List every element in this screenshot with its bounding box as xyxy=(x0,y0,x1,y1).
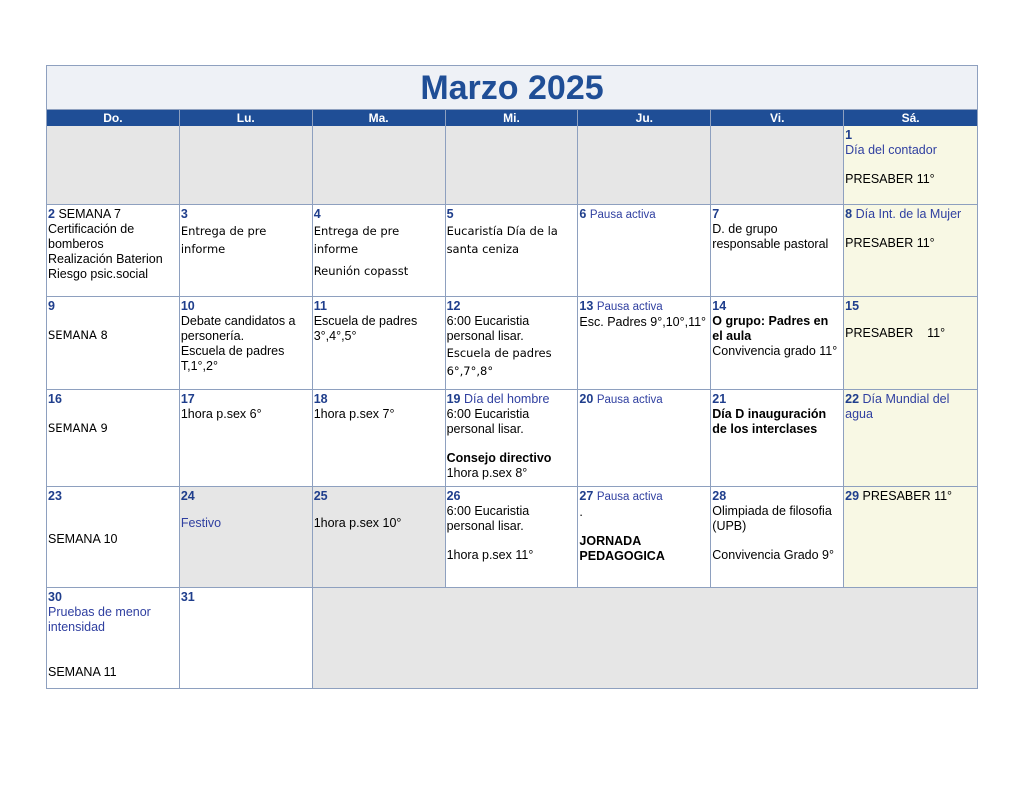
day-cell-22[interactable] xyxy=(844,390,977,487)
weekday-friday: Vi. xyxy=(711,110,844,126)
day-event: 6:00 Eucaristia personal lisar. xyxy=(446,504,530,533)
day-cell-21[interactable] xyxy=(711,390,844,487)
day-event: Eucaristía Día de la santa ceniza xyxy=(446,224,558,256)
day-event: Pausa activa xyxy=(596,301,663,313)
weekday-tuesday: Ma. xyxy=(313,110,446,126)
day-cell-9[interactable] xyxy=(47,297,180,390)
day-event: 6:00 Eucaristia personal lisar. xyxy=(446,407,530,436)
day-event: D. de grupo responsable pastoral xyxy=(712,222,829,251)
empty-cells-filler xyxy=(313,588,977,688)
day-number: 12 xyxy=(446,299,461,313)
day-cell-7[interactable] xyxy=(711,205,844,297)
day-event: PRESABER 11° xyxy=(845,326,946,340)
day-number: 17 xyxy=(180,392,195,406)
day-cell-16[interactable] xyxy=(47,390,180,487)
day-number: 18 xyxy=(313,392,328,406)
day-event: O grupo: Padres en el aula xyxy=(712,314,829,343)
day-cell-29[interactable] xyxy=(844,487,977,588)
day-cell-3[interactable] xyxy=(180,205,313,297)
day-cell-6[interactable] xyxy=(578,205,711,297)
day-cell-26[interactable] xyxy=(446,487,579,588)
day-number: 27 xyxy=(579,489,594,503)
day-event: Pausa activa xyxy=(596,491,663,503)
day-event: PRESABER 11° xyxy=(845,236,935,250)
day-number: 26 xyxy=(446,489,461,503)
day-cell-19[interactable] xyxy=(446,390,579,487)
day-event: SEMANA 7 xyxy=(58,207,121,221)
day-cell-empty xyxy=(446,126,579,205)
day-event: Realización Baterion xyxy=(48,252,163,266)
day-cell-11[interactable] xyxy=(313,297,446,390)
day-event: PRESABER 11° xyxy=(845,172,935,186)
day-cell-4[interactable] xyxy=(313,205,446,297)
day-event: PRESABER 11° xyxy=(862,489,953,503)
day-cell-23[interactable] xyxy=(47,487,180,588)
day-number: 3 xyxy=(180,207,188,221)
day-event: Consejo directivo xyxy=(446,451,552,465)
day-event: Día Mundial del agua xyxy=(845,392,950,421)
day-event: Entrega de pre informe xyxy=(313,224,400,256)
day-cell-empty xyxy=(180,126,313,205)
day-event: Escuela de padres T,1°,2° xyxy=(180,344,285,373)
day-event: 1hora p.sex 6° xyxy=(180,407,262,421)
day-event: Escuela de padres 3°,4°,5° xyxy=(313,314,418,343)
day-number: 31 xyxy=(180,590,195,604)
day-event: Pruebas de menor intensidad xyxy=(48,605,151,634)
day-event: . xyxy=(579,505,583,519)
day-number: 21 xyxy=(712,392,727,406)
day-cell-24[interactable] xyxy=(180,487,313,588)
day-cell-8[interactable] xyxy=(844,205,977,297)
day-event: Pausa activa xyxy=(589,209,656,221)
day-number: 11 xyxy=(313,299,327,313)
day-cell-2[interactable] xyxy=(47,205,180,297)
day-event: Día Int. de la Mujer xyxy=(855,207,962,221)
calendar xyxy=(46,65,978,689)
day-cell-31[interactable] xyxy=(180,588,313,688)
day-number: 25 xyxy=(313,489,328,503)
day-cell-25[interactable] xyxy=(313,487,446,588)
day-number: 4 xyxy=(313,207,321,221)
day-cell-empty xyxy=(578,126,711,205)
calendar-title: Marzo 2025 xyxy=(47,66,977,110)
day-cell-14[interactable] xyxy=(711,297,844,390)
day-number: 7 xyxy=(712,207,720,221)
day-event: Debate candidatos a personería. xyxy=(180,314,296,343)
day-event: Festivo xyxy=(180,516,222,530)
day-event: Convivencia Grado 9° xyxy=(712,548,835,562)
day-cell-13[interactable] xyxy=(578,297,711,390)
day-event: Certificación de bomberos xyxy=(48,222,135,251)
day-number: 30 xyxy=(48,590,62,604)
day-event: Día del contador xyxy=(845,143,937,157)
day-number: 8 xyxy=(845,207,853,221)
day-number: 6 xyxy=(579,207,587,221)
day-event: Olimpiada de filosofia (UPB) xyxy=(712,504,832,533)
day-number: 10 xyxy=(180,299,195,313)
day-cell-28[interactable] xyxy=(711,487,844,588)
day-event: SEMANA 9 xyxy=(48,421,108,435)
day-number: 9 xyxy=(48,299,55,313)
day-number: 24 xyxy=(180,489,195,503)
weekday-wednesday: Mi. xyxy=(446,110,579,126)
day-event: SEMANA 10 xyxy=(48,532,118,546)
day-cell-30[interactable] xyxy=(47,588,180,688)
day-cell-1[interactable] xyxy=(844,126,977,205)
day-event: Esc. Padres 9°,10°,11° xyxy=(579,315,707,329)
weekday-monday: Lu. xyxy=(180,110,313,126)
day-number: 20 xyxy=(579,392,594,406)
weekday-saturday: Sá. xyxy=(901,111,920,125)
day-event: Entrega de pre informe xyxy=(180,224,267,256)
day-number: 22 xyxy=(845,392,860,406)
day-number: 16 xyxy=(48,392,62,406)
weekday-header xyxy=(47,110,977,126)
day-cell-18[interactable] xyxy=(313,390,446,487)
weekday-sunday: Do. xyxy=(47,110,180,126)
day-event: 6:00 Eucaristia personal lisar. xyxy=(446,314,530,343)
day-event: SEMANA 11 xyxy=(48,665,117,679)
day-event: 1hora p.sex 11° xyxy=(446,548,534,562)
calendar-grid xyxy=(47,126,977,688)
day-cell-10[interactable] xyxy=(180,297,313,390)
day-event: Día del hombre xyxy=(463,392,550,406)
day-event: JORNADA PEDAGOGICA xyxy=(579,534,665,563)
day-number: 15 xyxy=(845,299,860,313)
day-cell-15[interactable] xyxy=(844,297,977,390)
day-number: 1 xyxy=(845,128,853,142)
day-event: Reunión copasst xyxy=(313,264,409,278)
day-cell-empty xyxy=(313,126,446,205)
day-event: Convivencia grado 11° xyxy=(712,344,838,358)
day-number: 13 xyxy=(579,299,594,313)
day-number: 5 xyxy=(446,207,454,221)
day-number: 28 xyxy=(712,489,727,503)
day-number: 29 xyxy=(845,489,860,503)
day-number: 2 xyxy=(48,207,55,221)
day-cell-5[interactable] xyxy=(446,205,579,297)
day-number: 23 xyxy=(48,489,62,503)
day-event: 1hora p.sex 10° xyxy=(313,516,402,530)
day-number: 19 xyxy=(446,392,461,406)
day-event: Día D inauguración de los interclases xyxy=(712,407,827,436)
day-event: 1hora p.sex 8° xyxy=(446,466,528,480)
day-event: 1hora p.sex 7° xyxy=(313,407,395,421)
day-cell-empty xyxy=(47,126,180,205)
weekday-thursday: Ju. xyxy=(578,110,711,126)
day-cell-17[interactable] xyxy=(180,390,313,487)
day-number: 14 xyxy=(712,299,727,313)
day-cell-empty xyxy=(711,126,844,205)
day-cell-27[interactable] xyxy=(578,487,711,588)
day-cell-12[interactable] xyxy=(446,297,579,390)
day-event: SEMANA 8 xyxy=(48,328,108,342)
day-event: Escuela de padres 6°,7°,8° xyxy=(446,346,552,378)
day-cell-20[interactable] xyxy=(578,390,711,487)
day-event: Pausa activa xyxy=(596,394,663,406)
day-event: Riesgo psic.social xyxy=(48,267,149,281)
